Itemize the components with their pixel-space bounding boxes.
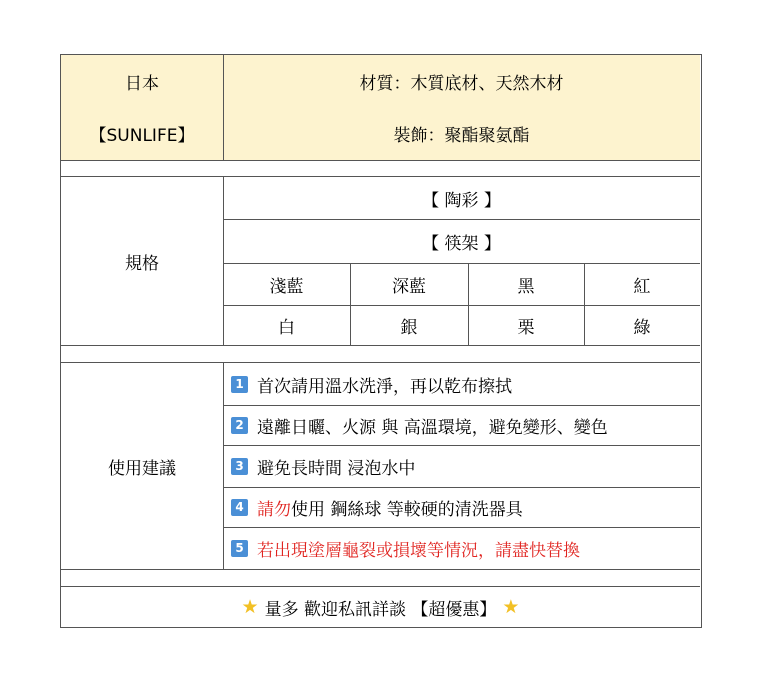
divider: [223, 219, 700, 220]
color-cell: 綠: [633, 317, 651, 338]
divider: [223, 176, 224, 345]
usage-text: 避免長時間 浸泡水中: [257, 458, 416, 479]
usage-item: [223, 405, 700, 445]
number-badge: 4: [231, 499, 248, 516]
finish-text: 裝飾：聚酯聚氨酯: [393, 125, 530, 146]
number-badge: 1: [231, 376, 248, 393]
usage-text: 使用 鋼絲球 等較硬的清洗器具: [291, 499, 523, 520]
usage-item: [223, 363, 700, 405]
divider: [223, 263, 700, 264]
spec-label: 規格: [125, 253, 159, 274]
ceramic-heading: 【 陶彩 】: [422, 190, 501, 211]
usage-item: [223, 527, 700, 569]
footer-note: [61, 587, 700, 627]
divider: [61, 345, 700, 346]
warning-prefix: 請勿: [257, 499, 291, 520]
number-badge: 3: [231, 458, 248, 475]
divider: [223, 362, 224, 569]
color-cell: 栗: [517, 317, 535, 338]
footer-text: 量多 歡迎私訊詳談 【超優惠】: [264, 599, 497, 620]
rack-heading: 【 筷架 】: [422, 233, 501, 254]
divider: [61, 362, 700, 363]
usage-item: [223, 445, 700, 487]
color-cell: 紅: [633, 276, 651, 297]
divider: [223, 487, 700, 488]
brand-label: 【SUNLIFE】: [89, 125, 195, 146]
divider: [223, 55, 224, 160]
number-badge: 5: [231, 540, 248, 557]
usage-text: 若出現塗層龜裂或損壞等情況，請盡快替換: [257, 540, 580, 561]
color-cell: 深藍: [392, 276, 426, 297]
divider: [61, 160, 700, 161]
divider: [61, 569, 700, 570]
usage-label: 使用建議: [108, 458, 176, 479]
divider: [61, 586, 700, 587]
material-text: 材質：木質底材、天然木材: [359, 73, 564, 94]
usage-text: 遠離日曬、火源 與 高溫環境，避免變形、變色: [257, 417, 608, 438]
divider: [584, 263, 585, 345]
color-cell: 白: [278, 317, 295, 338]
color-cell: 黑: [517, 276, 535, 297]
divider: [223, 527, 700, 528]
star-icon: ★: [241, 596, 259, 618]
divider: [61, 176, 700, 177]
usage-item: [223, 487, 700, 527]
star-icon: ★: [502, 596, 520, 618]
divider: [468, 263, 469, 345]
number-badge: 2: [231, 417, 248, 434]
divider: [223, 405, 700, 406]
color-cell: 銀: [400, 317, 418, 338]
color-cell: 淺藍: [269, 276, 304, 297]
divider: [223, 305, 700, 306]
product-info-table: [60, 54, 702, 628]
divider: [350, 263, 351, 345]
origin-label: 日本: [125, 73, 159, 94]
divider: [223, 445, 700, 446]
usage-text: 首次請用溫水洗淨，再以乾布擦拭: [257, 376, 512, 397]
